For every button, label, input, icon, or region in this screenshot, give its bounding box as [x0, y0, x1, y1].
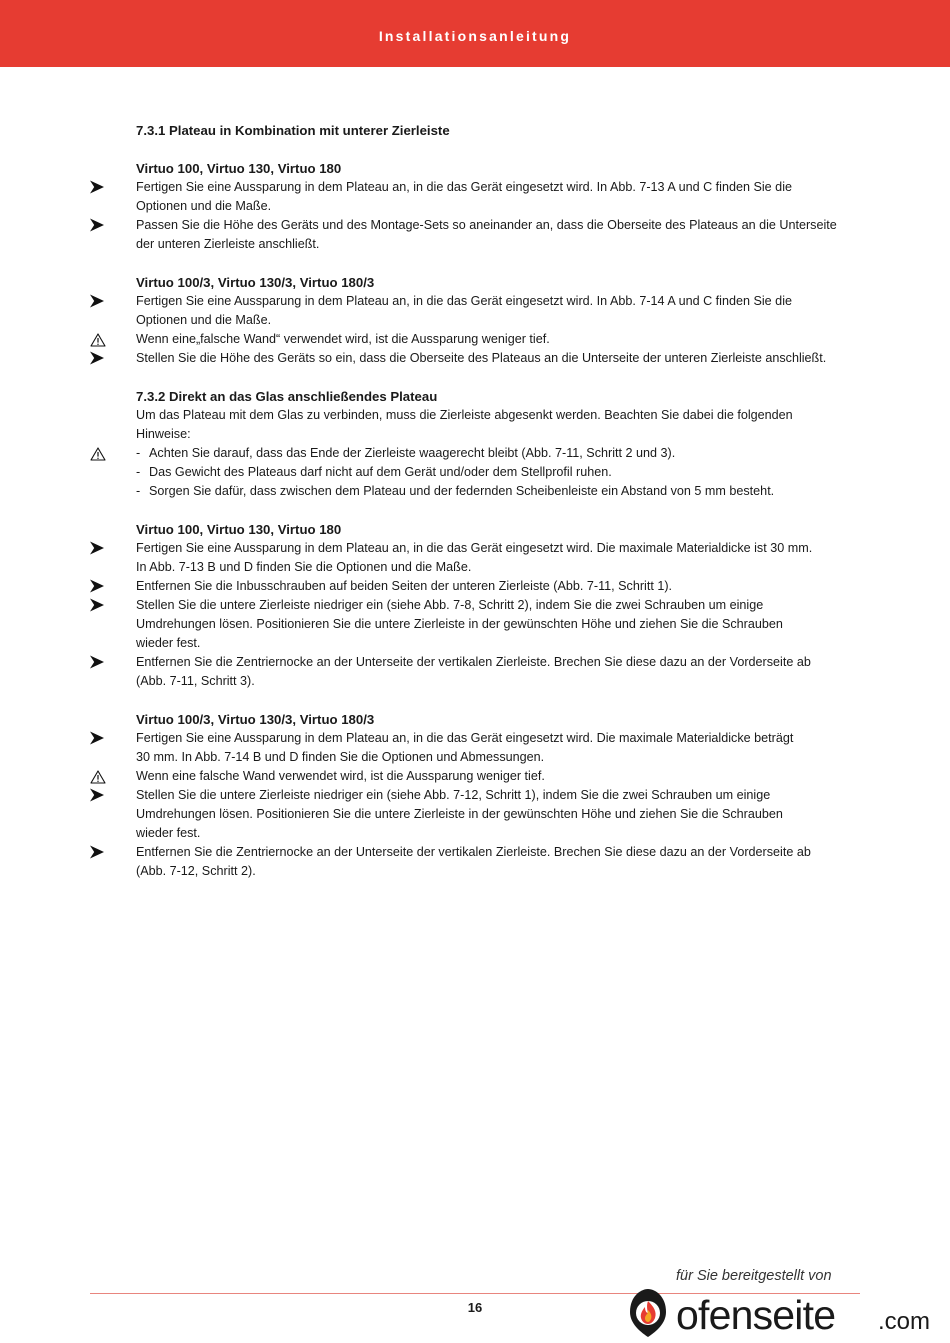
- list-item-continuation: wieder fest.: [136, 636, 201, 650]
- arrowhead-bullet-icon: [89, 540, 105, 556]
- section-732-intro: Um das Plateau mit dem Glas zu verbinden, muss die Zierleiste abgesenkt werden. Beachten Sie dabei die folgenden: [136, 408, 793, 422]
- list-item-continuation: wieder fest.: [136, 826, 201, 840]
- list-item-continuation: 30 mm. In Abb. 7-14 B und D finden Sie die Optionen und Abmessungen.: [136, 750, 545, 764]
- list-item: Stellen Sie die Höhe des Geräts so ein, dass die Oberseite des Plateaus an die Unterseite der unteren Zierleiste anschließt.: [136, 349, 860, 368]
- list-item: Stellen Sie die untere Zierleiste niedriger ein (siehe Abb. 7-8, Schritt 2), indem Sie die zwei Schrauben um einige: [136, 596, 860, 615]
- arrowhead-bullet-icon: [89, 787, 105, 803]
- arrowhead-bullet-icon: [89, 654, 105, 670]
- list-item: Fertigen Sie eine Aussparung in dem Plateau an, in die das Gerät eingesetzt wird. Die maximale Materialdicke ist 30 mm.: [136, 539, 860, 558]
- arrowhead-bullet-icon: [89, 730, 105, 746]
- list-item-continuation: Optionen und die Maße.: [136, 199, 272, 213]
- arrowhead-bullet-icon: [89, 179, 105, 195]
- list-item-continuation: Umdrehungen lösen. Positionieren Sie die untere Zierleiste in der gewünschten Höhe und ziehen Sie die Schrauben: [136, 617, 783, 631]
- list-item: Entfernen Sie die Zentriernocke an der Unterseite der vertikalen Zierleiste. Brechen Sie diese dazu an der Vorderseite ab: [136, 843, 860, 862]
- list-item: Fertigen Sie eine Aussparung in dem Plateau an, in die das Gerät eingesetzt wird. Die maximale Materialdicke beträgt: [136, 729, 860, 748]
- dash-marker: -: [136, 465, 141, 479]
- logo-suffix: .com: [878, 1308, 931, 1335]
- warning-item: Wenn eine falsche Wand verwendet wird, ist die Aussparung weniger tief.: [136, 767, 860, 786]
- section-731-sub2-title: Virtuo 100/3, Virtuo 130/3, Virtuo 180/3: [136, 275, 375, 290]
- list-item: Passen Sie die Höhe des Geräts und des Montage-Sets so aneinander an, dass die Oberseite des Plateaus an die Unterseite: [136, 216, 860, 235]
- dash-item: - Das Gewicht des Plateaus darf nicht auf dem Gerät und/oder dem Stellprofil ruhen.: [136, 463, 860, 482]
- section-732-intro-continuation: Hinweise:: [136, 427, 191, 441]
- list-item: Entfernen Sie die Inbusschrauben auf beiden Seiten der unteren Zierleiste (Abb. 7-11, Schritt 1).: [136, 577, 860, 596]
- warning-item: Wenn eine„falsche Wand“ verwendet wird, ist die Aussparung weniger tief.: [136, 330, 860, 349]
- page-number: 16: [467, 1300, 483, 1315]
- arrowhead-bullet-icon: [89, 293, 105, 309]
- header-title: Installationsanleitung: [378, 28, 572, 44]
- list-item-continuation: Umdrehungen lösen. Positionieren Sie die untere Zierleiste in der gewünschten Höhe und ziehen Sie die Schrauben: [136, 807, 783, 821]
- arrowhead-bullet-icon: [89, 844, 105, 860]
- arrowhead-bullet-icon: [89, 350, 105, 366]
- warning-triangle-icon: [90, 770, 106, 784]
- header-bar: [0, 0, 950, 67]
- section-731-sub1-title: Virtuo 100, Virtuo 130, Virtuo 180: [136, 161, 342, 176]
- list-item-continuation: Optionen und die Maße.: [136, 313, 272, 327]
- list-item-continuation: der unteren Zierleiste anschließt.: [136, 237, 320, 251]
- section-732-title: 7.3.2 Direkt an das Glas anschließendes Plateau: [136, 389, 438, 404]
- list-item: Stellen Sie die untere Zierleiste niedriger ein (siehe Abb. 7-12, Schritt 1), indem Sie die zwei Schrauben um einige: [136, 786, 860, 805]
- section-731-title: 7.3.1 Plateau in Kombination mit unterer Zierleiste: [136, 123, 450, 138]
- ofenseite-logo[interactable]: [624, 1272, 950, 1338]
- list-item-continuation: (Abb. 7-12, Schritt 2).: [136, 864, 256, 878]
- page-content: [0, 121, 950, 881]
- list-item: Entfernen Sie die Zentriernocke an der Unterseite der vertikalen Zierleiste. Brechen Sie diese dazu an der Vorderseite ab: [136, 653, 860, 672]
- provided-by-text: für Sie bereitgestellt von: [676, 1268, 832, 1284]
- arrowhead-bullet-icon: [89, 217, 105, 233]
- arrowhead-bullet-icon: [89, 578, 105, 594]
- dash-item: - Achten Sie darauf, dass das Ende der Zierleiste waagerecht bleibt (Abb. 7-11, Schritt 2 und 3).: [136, 444, 860, 463]
- dash-marker: -: [136, 446, 141, 460]
- warning-triangle-icon: [90, 447, 106, 461]
- list-item: Fertigen Sie eine Aussparung in dem Plateau an, in die das Gerät eingesetzt wird. In Abb. 7-13 A und C finden Sie die: [136, 178, 860, 197]
- flame-pin-icon: [630, 1289, 666, 1337]
- logo-wordmark: ofenseite: [676, 1292, 836, 1338]
- warning-triangle-icon: [90, 333, 106, 347]
- arrowhead-bullet-icon: [89, 597, 105, 613]
- section-732-sub1-title: Virtuo 100, Virtuo 130, Virtuo 180: [136, 522, 342, 537]
- dash-item: - Sorgen Sie dafür, dass zwischen dem Plateau und der federnden Scheibenleiste ein Abstand von 5 mm besteht.: [136, 482, 860, 501]
- list-item-continuation: In Abb. 7-13 B und D finden Sie die Optionen und die Maße.: [136, 560, 472, 574]
- dash-marker: -: [136, 484, 141, 498]
- list-item: Fertigen Sie eine Aussparung in dem Plateau an, in die das Gerät eingesetzt wird. In Abb. 7-14 A und C finden Sie die: [136, 292, 860, 311]
- section-732-sub2-title: Virtuo 100/3, Virtuo 130/3, Virtuo 180/3: [136, 712, 375, 727]
- list-item-continuation: (Abb. 7-11, Schritt 3).: [136, 674, 255, 688]
